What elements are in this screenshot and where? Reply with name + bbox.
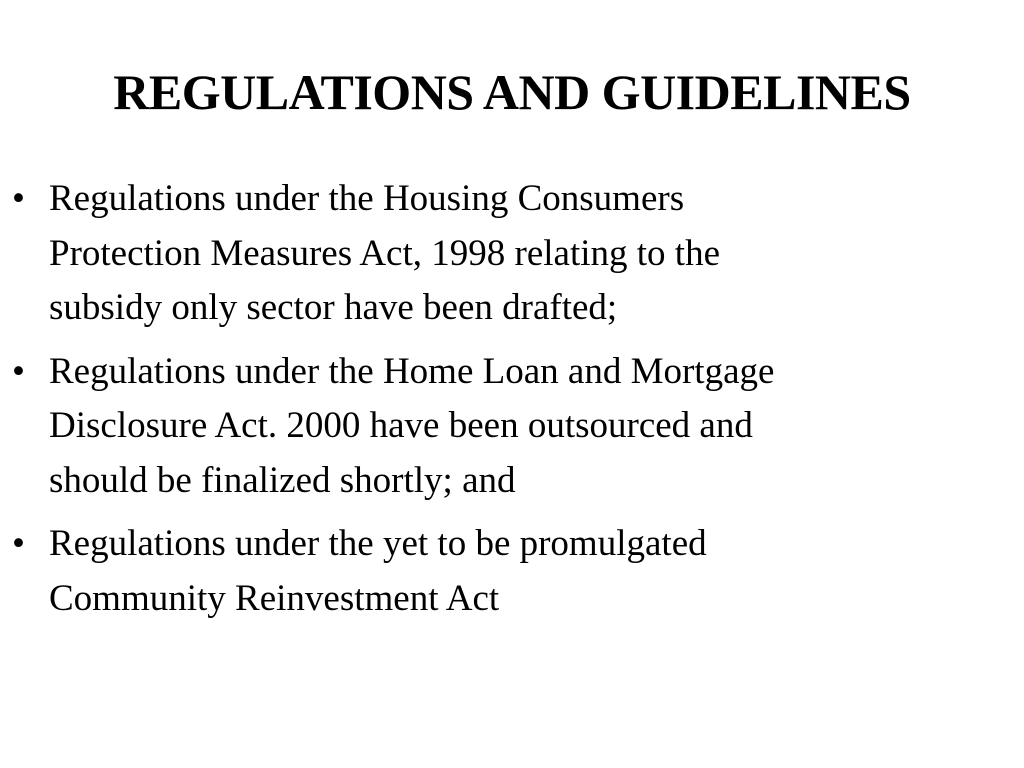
bullet-list bbox=[12, 172, 1012, 635]
bullet-line: Protection Measures Act, 1998 relating to the bbox=[49, 232, 720, 274]
bullet-item-2 bbox=[12, 345, 1012, 509]
bullet-line: Regulations under the Housing Consumers bbox=[49, 178, 685, 219]
bullet-item-3 bbox=[12, 517, 1012, 626]
bullet-line: Disclosure Act. 2000 have been outsourced and bbox=[49, 405, 753, 446]
bullet-icon: • bbox=[12, 178, 25, 219]
bullet-item-1 bbox=[12, 172, 1012, 336]
bullet-line: Regulations under the Home Loan and Mortgage bbox=[49, 350, 775, 392]
bullet-line: subsidy only sector have been drafted; bbox=[49, 287, 618, 328]
bullet-line: Regulations under the yet to be promulgated bbox=[49, 523, 707, 564]
bullet-icon: • bbox=[12, 523, 25, 564]
slide-title: REGULATIONS AND GUIDELINES bbox=[113, 64, 911, 120]
bullet-line: Community Reinvestment Act bbox=[49, 577, 500, 619]
bullet-line: should be finalized shortly; and bbox=[49, 459, 516, 501]
bullet-icon: • bbox=[12, 350, 25, 392]
